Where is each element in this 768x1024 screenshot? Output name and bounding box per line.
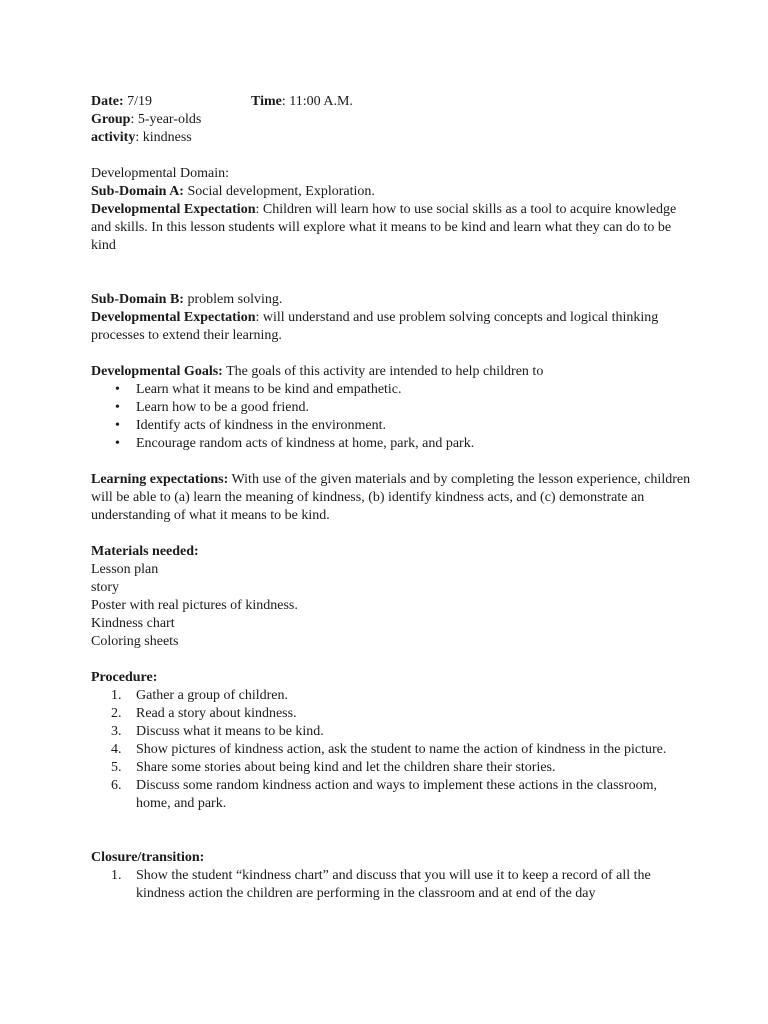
- procedure-step: [91, 723, 691, 741]
- activity-value: : kindness: [135, 130, 192, 145]
- lesson-plan: [91, 93, 691, 903]
- step-number: 2.: [111, 706, 122, 721]
- step-text: Share some stories about being kind and let the children share their stories.: [136, 760, 556, 775]
- step-text: Discuss what it means to be kind.: [136, 724, 324, 739]
- step-number: 5.: [111, 760, 122, 775]
- step-text: Gather a group of children.: [136, 688, 288, 703]
- material-item: Poster with real pictures of kindness.: [91, 598, 298, 613]
- sub-domain-a-label: Sub-Domain A:: [91, 184, 184, 199]
- materials-heading: Materials needed:: [91, 544, 199, 559]
- expectation-b-label: Developmental Expectation: [91, 310, 256, 325]
- step-text: Show pictures of kindness action, ask the student to name the action of kindness in the picture.: [136, 742, 667, 757]
- step-text: Read a story about kindness.: [136, 706, 297, 721]
- sub-domain-b-label: Sub-Domain B:: [91, 292, 184, 307]
- time-label: Time: [251, 94, 282, 109]
- goal-item: • Learn how to be a good friend.: [91, 399, 691, 417]
- group-label: Group: [91, 112, 131, 127]
- learning-expectations: [91, 471, 691, 525]
- procedure-step: [91, 741, 691, 759]
- group-field: [91, 111, 691, 129]
- step-number: 1.: [111, 688, 122, 703]
- step-number: 1.: [111, 868, 122, 883]
- material-item: story: [91, 580, 119, 595]
- goals-label: Developmental Goals:: [91, 364, 223, 379]
- activity-label: activity: [91, 130, 136, 145]
- step-number: 6.: [111, 778, 122, 793]
- goals-list: [91, 381, 691, 453]
- expectation-a-text: : Children will learn how to use social skills as a tool to acquire knowledge and skills. In this lesson students will explore what it means to be kind and learn what they can do to be kind: [91, 202, 677, 253]
- closure-heading: Closure/transition:: [91, 850, 205, 865]
- step-text: Show the student “kindness chart” and discuss that you will use it to keep a record of all the kindness action the children are performing in the classroom and at end of the day: [136, 868, 651, 901]
- goals-heading: [91, 363, 691, 381]
- sub-domain-b: [91, 291, 691, 309]
- sub-domain-b-value: problem solving.: [183, 292, 283, 307]
- date-label: Date:: [91, 94, 124, 109]
- activity-field: [91, 129, 691, 147]
- expectation-b: [91, 309, 691, 345]
- expectation-a-label: Developmental Expectation: [91, 202, 256, 217]
- expectation-b-text: : will understand and use problem solving concepts and logical thinking processes to extend their learning.: [91, 310, 659, 343]
- procedure-step: [91, 705, 691, 723]
- date-field: [91, 94, 152, 109]
- date-time-row: [91, 93, 691, 111]
- closure-list: [91, 867, 691, 903]
- step-number: 3.: [111, 724, 122, 739]
- sub-domain-a: [91, 183, 691, 201]
- date-value: 7/19: [123, 94, 153, 109]
- time-field: [251, 93, 353, 111]
- material-item: Coloring sheets: [91, 634, 179, 649]
- step-text: Discuss some random kindness action and ways to implement these actions in the classroom, home, and park.: [136, 778, 658, 811]
- domain-title: Developmental Domain:: [91, 166, 230, 181]
- goals-intro: The goals of this activity are intended to help children to: [222, 364, 544, 379]
- time-value: : 11:00 A.M.: [281, 94, 353, 109]
- learning-text: With use of the given materials and by completing the lesson experience, children will be able to (a) learn the meaning of kindness, (b) identify kindness acts, and (c) demonstrate an understanding of what it means to be kind.: [91, 472, 691, 523]
- material-item: Kindness chart: [91, 616, 175, 631]
- learning-label: Learning expectations:: [91, 472, 229, 487]
- expectation-a: [91, 201, 691, 255]
- procedure-heading: Procedure:: [91, 670, 158, 685]
- closure-step: [91, 867, 691, 903]
- procedure-step: [91, 759, 691, 777]
- step-number: 4.: [111, 742, 122, 757]
- procedure-step: [91, 687, 691, 705]
- procedure-list: [91, 687, 691, 813]
- material-item: Lesson plan: [91, 562, 159, 577]
- procedure-step: [91, 777, 691, 813]
- sub-domain-a-value: Social development, Exploration.: [183, 184, 375, 199]
- goal-item: • Identify acts of kindness in the environment.: [91, 417, 691, 435]
- group-value: : 5-year-olds: [130, 112, 202, 127]
- goal-item: • Encourage random acts of kindness at home, park, and park.: [91, 435, 691, 453]
- goal-item: • Learn what it means to be kind and empathetic.: [91, 381, 691, 399]
